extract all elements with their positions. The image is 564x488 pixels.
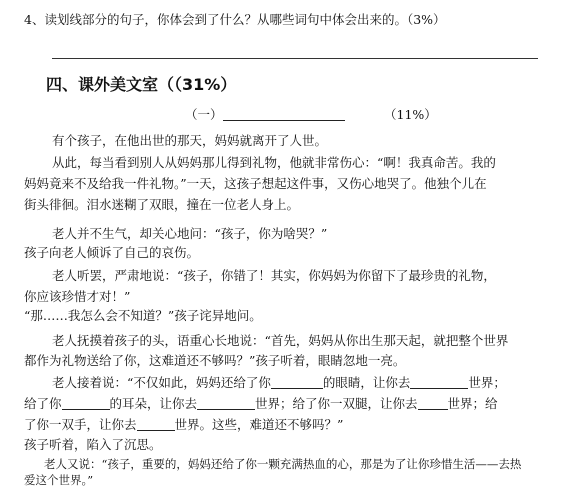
fill-blank xyxy=(137,418,175,431)
passage-line: 妈妈竟来不及给我一件礼物。”一天，这孩子想起这件事，又伤心地哭了。他独个儿在 xyxy=(24,176,487,191)
passage-line: “那……我怎么会不知道？”孩子诧异地问。 xyxy=(24,308,262,323)
passage-line: 老人听罢，严肃地说：“孩子，你错了！其实，你妈妈为你留下了最珍贵的礼物， xyxy=(52,268,496,283)
fill-in-line-2 xyxy=(24,396,498,412)
text-segment: 世界；给了你一双腿，让你去 xyxy=(255,396,418,411)
passage-title-line xyxy=(185,107,345,123)
fill-blank xyxy=(62,397,110,410)
title-blank xyxy=(223,108,345,121)
fill-blank xyxy=(197,397,255,410)
question-4-score: （3%） xyxy=(406,12,446,27)
passage-line: 街头徘徊。泪水迷糊了双眼，撞在一位老人身上。 xyxy=(24,197,300,212)
passage-line: 从此，每当看到别人从妈妈那儿得到礼物，他就非常伤心：“啊！我真命苦。我的 xyxy=(52,155,496,170)
text-segment: 的耳朵，让你去 xyxy=(109,396,198,411)
passage-line: 孩子向老人倾诉了自己的哀伤。 xyxy=(24,245,200,260)
section-score: （31%） xyxy=(174,75,237,94)
passage-line: 爱这个世界。” xyxy=(24,473,94,487)
passage-line: 孩子听着，陷入了沉思。 xyxy=(24,437,162,452)
section-heading xyxy=(46,77,236,93)
passage-line: 都作为礼物送给了你，这难道还不够吗？”孩子听着，眼睛忽地一亮。 xyxy=(24,353,406,368)
fill-blank xyxy=(271,376,323,389)
fill-blank xyxy=(410,376,468,389)
passage-line: 有个孩子，在他出世的那天，妈妈就离开了人世。 xyxy=(52,133,328,148)
text-segment: 的眼睛，让你去 xyxy=(322,375,411,390)
fill-blank xyxy=(418,397,448,410)
text-segment: 了你一双手，让你去 xyxy=(24,417,137,432)
question-4 xyxy=(24,12,446,28)
text-segment: 给了你 xyxy=(24,396,62,411)
fill-in-line-1 xyxy=(52,375,506,391)
passage-score: （11%） xyxy=(384,107,437,122)
text-segment: 世界。这些，难道还不够吗？” xyxy=(174,417,344,432)
passage-line: 老人并不生气，却关心地问：“孩子，你为啥哭？” xyxy=(52,226,328,241)
passage-line: 老人抚摸着孩子的头，语重心长地说：“首先，妈妈从你出生那天起，就把整个世界 xyxy=(52,333,509,348)
answer-line xyxy=(52,58,538,59)
passage-label: （一） xyxy=(185,107,223,122)
text-segment: 世界； xyxy=(468,375,506,390)
text-segment: 世界；给 xyxy=(447,396,498,411)
fill-in-line-3 xyxy=(24,417,343,433)
text-segment: 老人接着说：“不仅如此，妈妈还给了你 xyxy=(52,375,271,390)
question-4-text: 4、读划线部分的句子，你体会到了什么？从哪些词句中体会出来的。 xyxy=(24,12,407,27)
passage-line: 老人又说：“孩子，重要的，妈妈还给了你一颗充满热血的心，那是为了让你珍惜生活——去热 xyxy=(44,457,522,471)
passage-line: 你应该珍惜才对！” xyxy=(24,289,131,304)
section-title: 四、课外美文室（ xyxy=(46,75,175,94)
